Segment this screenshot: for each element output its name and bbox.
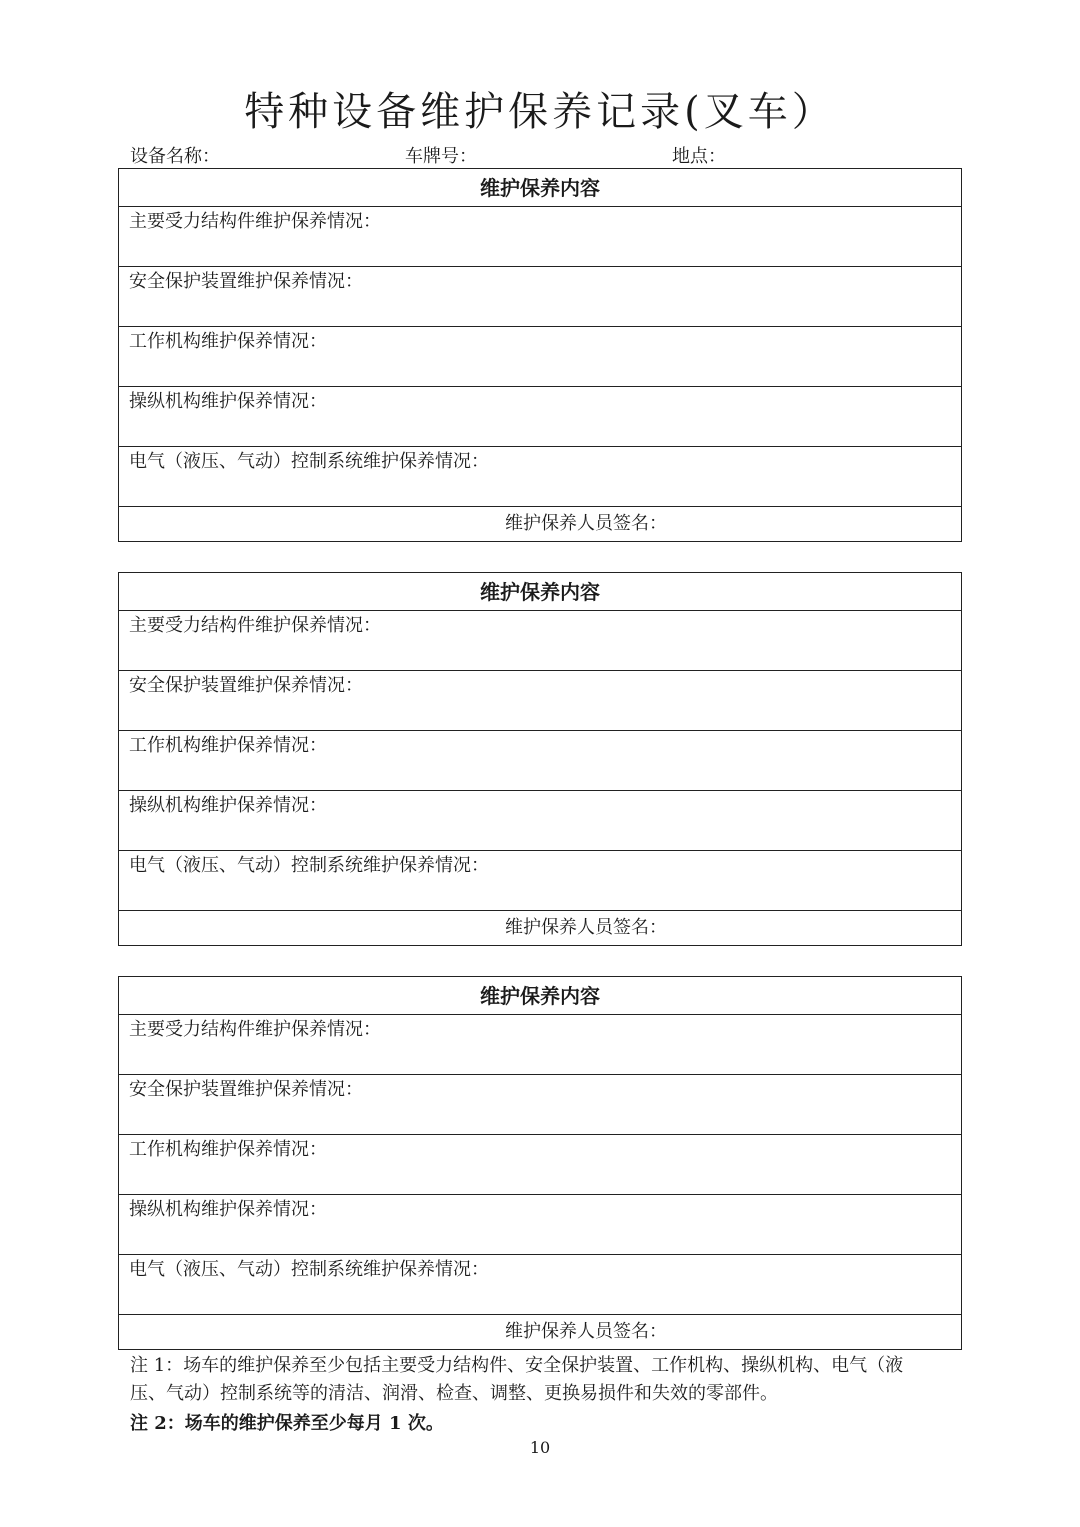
- signature-field[interactable]: 维护保养人员签名：: [505, 1321, 667, 1342]
- note-2-text: 注 2：场车的维护保养至少每月 1 次。: [130, 1413, 444, 1434]
- maintenance-block-1: [118, 168, 962, 542]
- note-1: [130, 1352, 950, 1408]
- page-number: 10: [529, 1438, 551, 1457]
- page-title: 特种设备维护保养记录(叉车）: [244, 89, 836, 135]
- electrical-control-row[interactable]: 电气（液压、气动）控制系统维护保养情况：: [119, 851, 961, 911]
- working-mechanism-row[interactable]: 工作机构维护保养情况：: [119, 1135, 961, 1195]
- control-mechanism-row[interactable]: 操纵机构维护保养情况：: [119, 387, 961, 447]
- maintenance-block-2: [118, 572, 962, 946]
- control-mechanism-row[interactable]: 操纵机构维护保养情况：: [119, 791, 961, 851]
- working-mechanism-row[interactable]: 工作机构维护保养情况：: [119, 327, 961, 387]
- note-1-line-1: 场车的维护保养至少包括主要受力结构件、安全保护装置、工作机构、操纵机构、电气（液: [183, 1355, 904, 1376]
- block-header: 维护保养内容: [119, 169, 961, 207]
- note-1-line-2: 压、气动）控制系统等的清洁、润滑、检查、调整、更换易损件和失效的零部件。: [130, 1383, 778, 1404]
- note-2: [130, 1410, 950, 1438]
- device-name-label: 设备名称：: [130, 146, 220, 167]
- structure-row[interactable]: 主要受力结构件维护保养情况：: [119, 611, 961, 671]
- maintenance-block-3: [118, 976, 962, 1350]
- signature-field[interactable]: 维护保养人员签名：: [505, 513, 667, 534]
- block-header: 维护保养内容: [119, 977, 961, 1015]
- block-header: 维护保养内容: [119, 573, 961, 611]
- note-1-label: 注 1：: [130, 1355, 184, 1376]
- working-mechanism-row[interactable]: 工作机构维护保养情况：: [119, 731, 961, 791]
- safety-device-row[interactable]: 安全保护装置维护保养情况：: [119, 267, 961, 327]
- signature-field[interactable]: 维护保养人员签名：: [505, 917, 667, 938]
- plate-number-label: 车牌号：: [405, 146, 477, 167]
- structure-row[interactable]: 主要受力结构件维护保养情况：: [119, 207, 961, 267]
- safety-device-row[interactable]: 安全保护装置维护保养情况：: [119, 1075, 961, 1135]
- electrical-control-row[interactable]: 电气（液压、气动）控制系统维护保养情况：: [119, 1255, 961, 1315]
- control-mechanism-row[interactable]: 操纵机构维护保养情况：: [119, 1195, 961, 1255]
- electrical-control-row[interactable]: 电气（液压、气动）控制系统维护保养情况：: [119, 447, 961, 507]
- location-label: 地点：: [672, 146, 726, 167]
- safety-device-row[interactable]: 安全保护装置维护保养情况：: [119, 671, 961, 731]
- structure-row[interactable]: 主要受力结构件维护保养情况：: [119, 1015, 961, 1075]
